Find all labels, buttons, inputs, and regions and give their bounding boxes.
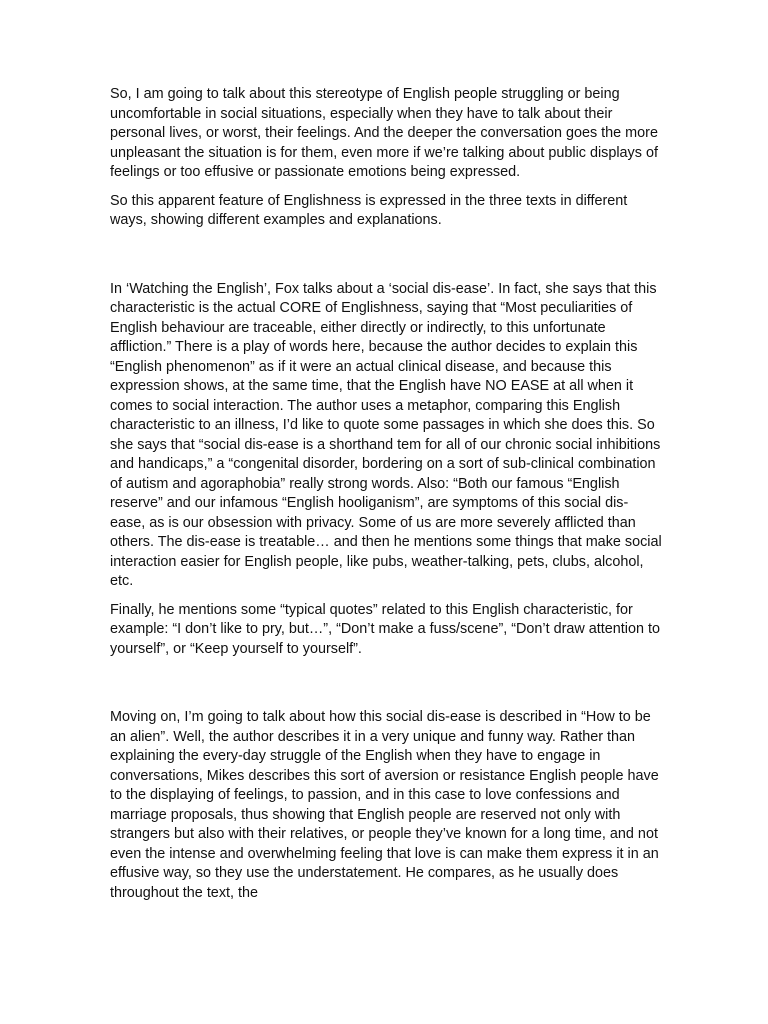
document-body — [110, 85, 662, 912]
paragraph-1: So, I am going to talk about this stereotype of English people struggling or being uncomfortable in social situations, especially when they have to talk about their personal lives, or worst, their feelings. And the deeper the conversation goes the more unpleasant the situation is for them, even more if we’re talking about public displays of feelings or too effusive or passionate emotions being expressed. — [110, 86, 658, 180]
paragraph-5: Moving on, I’m going to talk about how this social dis-ease is described in “How to be an alien”. Well, the author describes it in a very unique and funny way. Rather than explaining the every-day struggle of the English when they have to engage in conversations, Mikes describes this sort of aversion or resistance English people have to the displaying of feelings, to passion, and in this case to love confessions and marriage proposals, thus showing that English people are reserved not only with strangers but also with their relatives, or people they’ve known for a long time, and not even the intense and overwhelming feeling that love is can make them express it in an effusive way, so they use the understatement. He compares, as he usually does throughout the text, the — [110, 709, 659, 901]
paragraph-2: So this apparent feature of Englishness is expressed in the three texts in different ways, showing different examples and explanations. — [110, 192, 628, 228]
paragraph-spacer — [110, 240, 662, 280]
paragraph-4: Finally, he mentions some “typical quotes” related to this English characteristic, for example: “I don’t like to pry, but…”, “Don’t make a fuss/scene”, “Don’t draw attention to yourself”, or “Keep yourself to yourself”. — [110, 601, 661, 657]
paragraph-3: In ‘Watching the English’, Fox talks about a ‘social dis-ease’. In fact, she says that this characteristic is the actual CORE of Englishness, saying that “Most peculiarities of English behaviour are traceable, either directly or indirectly, to this unfortunate affliction.” There is a play of words here, because the author decides to explain this “English phenomenon” as if it were an actual clinical disease, and because this expression shows, at the same time, that the English have NO EASE at all when it comes to social interaction. The author uses a metaphor, comparing this English characteristic to an illness, I’d like to quote some passages in which she does this. So she says that “social dis-ease is a shorthand tem for all of our chronic social inhibitions and handicaps,” a “congenital disorder, bordering on a sort of sub-clinical combination of autism and agoraphobia” really strong words. Also: “Both our famous “English reserve” and our infamous “English hooliganism”, are symptoms of this social dis-ease, as is our obsession with privacy. Some of us are more severely afflicted than others. The dis-ease is treatable… and then he mentions some things that make social interaction easier for English people, like pubs, weather-talking, pets, clubs, alcohol, etc. — [110, 280, 662, 589]
paragraph-spacer — [110, 668, 662, 708]
